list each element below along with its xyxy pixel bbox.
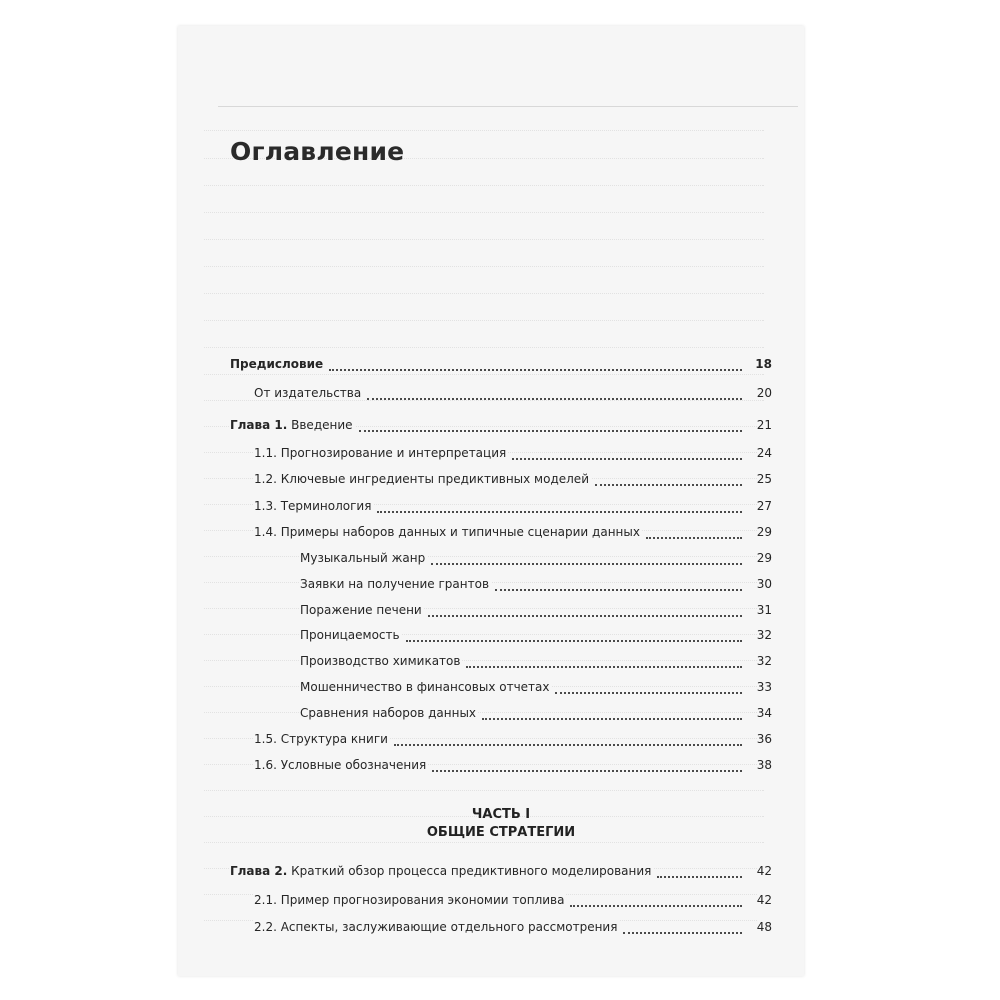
- toc-leader-dots: [657, 876, 742, 878]
- toc-entry-page: 21: [756, 418, 772, 432]
- toc-leader-dots: [512, 458, 742, 460]
- toc-entry-text: Краткий обзор процесса предиктивного моделирования: [287, 864, 652, 878]
- toc-entry-page: 48: [756, 920, 772, 934]
- toc-entry: [230, 525, 772, 543]
- toc-entry: [230, 706, 772, 724]
- running-header-rule: [218, 106, 798, 107]
- toc-leader-dots: [646, 537, 742, 539]
- toc-entry-text: От издательства: [254, 386, 362, 400]
- toc-entry-chapter: Глава 2.: [230, 864, 288, 878]
- toc-entry-text: 1.4. Примеры наборов данных и типичные сценарии данных: [254, 525, 640, 539]
- toc-entry-label: [254, 472, 591, 486]
- toc-entry: [230, 628, 772, 646]
- toc-entry: [230, 758, 772, 776]
- toc-leader-dots: [466, 666, 742, 668]
- toc-entry: [230, 499, 772, 517]
- toc-entry: [230, 603, 772, 621]
- toc-entry: [230, 893, 772, 911]
- show-through-line: [204, 198, 764, 213]
- toc-entry-label: [254, 499, 373, 513]
- toc-entry-page: 18: [755, 357, 772, 371]
- toc-entry-chapter: Предисловие: [230, 357, 324, 371]
- toc-entry-label: [300, 603, 424, 617]
- toc-leader-dots: [595, 484, 742, 486]
- toc-entry-page: 33: [756, 680, 772, 694]
- toc-entry-label: [254, 525, 642, 539]
- toc-entry-text: Мошенничество в финансовых отчетах: [300, 680, 550, 694]
- toc-entry: [230, 577, 772, 595]
- show-through-line: [204, 306, 764, 321]
- toc-entry-page: 24: [756, 446, 772, 460]
- toc-leader-dots: [482, 718, 742, 720]
- show-through-line: [204, 225, 764, 240]
- toc-entry-page: 38: [756, 758, 772, 772]
- toc-entry-label: [254, 732, 390, 746]
- show-through-line: [204, 252, 764, 267]
- toc-entry-text: Заявки на получение грантов: [300, 577, 490, 591]
- show-through-line: [204, 333, 764, 348]
- toc-entry: [230, 920, 772, 938]
- toc-entry-label: [254, 386, 363, 400]
- toc-entry-label: [300, 680, 551, 694]
- toc-entry-label: [300, 551, 427, 565]
- toc-leader-dots: [377, 511, 742, 513]
- toc-entry-label: [254, 446, 508, 460]
- toc-entry-page: 30: [756, 577, 772, 591]
- toc-entry-page: 42: [756, 864, 772, 878]
- toc-leader-dots: [367, 398, 742, 400]
- toc-entry-label: [300, 577, 491, 591]
- toc-entry-text: Музыкальный жанр: [300, 551, 426, 565]
- toc-entry-page: 34: [756, 706, 772, 720]
- toc-entry-text: Проницаемость: [300, 628, 400, 642]
- toc-entry: [230, 732, 772, 750]
- toc-entry-label: [230, 357, 325, 371]
- show-through-line: [204, 776, 764, 791]
- toc-entry-page: 32: [756, 654, 772, 668]
- toc-entry: [230, 654, 772, 672]
- toc-leader-dots: [431, 563, 742, 565]
- toc-entry-text: 1.1. Прогнозирование и интерпретация: [254, 446, 507, 460]
- toc-entry-label: [230, 864, 653, 878]
- show-through-line: [204, 279, 764, 294]
- toc-entry: [230, 446, 772, 464]
- toc-leader-dots: [394, 744, 742, 746]
- toc-entry-page: 29: [756, 551, 772, 565]
- toc-entry: [230, 680, 772, 698]
- show-through-line: [204, 171, 764, 186]
- toc-entry-label: [254, 758, 428, 772]
- toc-leader-dots: [432, 770, 742, 772]
- toc-entry-text: 1.3. Терминология: [254, 499, 372, 513]
- toc-leader-dots: [555, 692, 742, 694]
- toc-entry-label: [300, 628, 402, 642]
- toc-entry: [230, 386, 772, 404]
- toc-entry-page: 42: [756, 893, 772, 907]
- toc-entry-text: Поражение печени: [300, 603, 422, 617]
- toc-entry: [230, 864, 772, 882]
- show-through-line: [204, 116, 764, 131]
- toc-entry-text: Сравнения наборов данных: [300, 706, 477, 720]
- toc-entry-page: 27: [756, 499, 772, 513]
- toc-entry: [230, 551, 772, 569]
- toc-entry-text: Производство химикатов: [300, 654, 461, 668]
- toc-entry: [230, 472, 772, 490]
- toc-leader-dots: [623, 932, 742, 934]
- toc-leader-dots: [428, 615, 742, 617]
- toc-entry-text: 1.2. Ключевые ингредиенты предиктивных моделей: [254, 472, 589, 486]
- toc-leader-dots: [359, 430, 742, 432]
- toc-entry-page: 31: [756, 603, 772, 617]
- toc-entry-label: [300, 706, 478, 720]
- part-title: ОБЩИЕ СТРАТЕГИИ: [426, 825, 576, 840]
- toc-entry-chapter: Глава 1.: [230, 418, 288, 432]
- book-page: [178, 26, 804, 976]
- toc-entry-page: 32: [756, 628, 772, 642]
- toc-entry-page: 25: [756, 472, 772, 486]
- toc-leader-dots: [406, 640, 742, 642]
- toc-entry-text: 1.5. Структура книги: [254, 732, 388, 746]
- toc-entry: [230, 357, 772, 375]
- toc-entry-page: 36: [756, 732, 772, 746]
- toc-entry-text: 2.1. Пример прогнозирования экономии топлива: [254, 893, 565, 907]
- toc-entry: [230, 418, 772, 436]
- toc-leader-dots: [570, 905, 742, 907]
- toc-leader-dots: [329, 369, 742, 371]
- toc-entry-label: [230, 418, 355, 432]
- toc-entry-text: Введение: [287, 418, 353, 432]
- toc-entry-text: 2.2. Аспекты, заслуживающие отдельного рассмотрения: [254, 920, 618, 934]
- toc-entry-text: 1.6. Условные обозначения: [254, 758, 427, 772]
- toc-title: Оглавление: [230, 137, 405, 166]
- toc-entry-label: [254, 920, 619, 934]
- part-number: ЧАСТЬ I: [471, 807, 531, 822]
- toc-leader-dots: [495, 589, 742, 591]
- toc-entry-label: [254, 893, 566, 907]
- toc-entry-page: 20: [756, 386, 772, 400]
- toc-entry-label: [300, 654, 462, 668]
- toc-entry-page: 29: [756, 525, 772, 539]
